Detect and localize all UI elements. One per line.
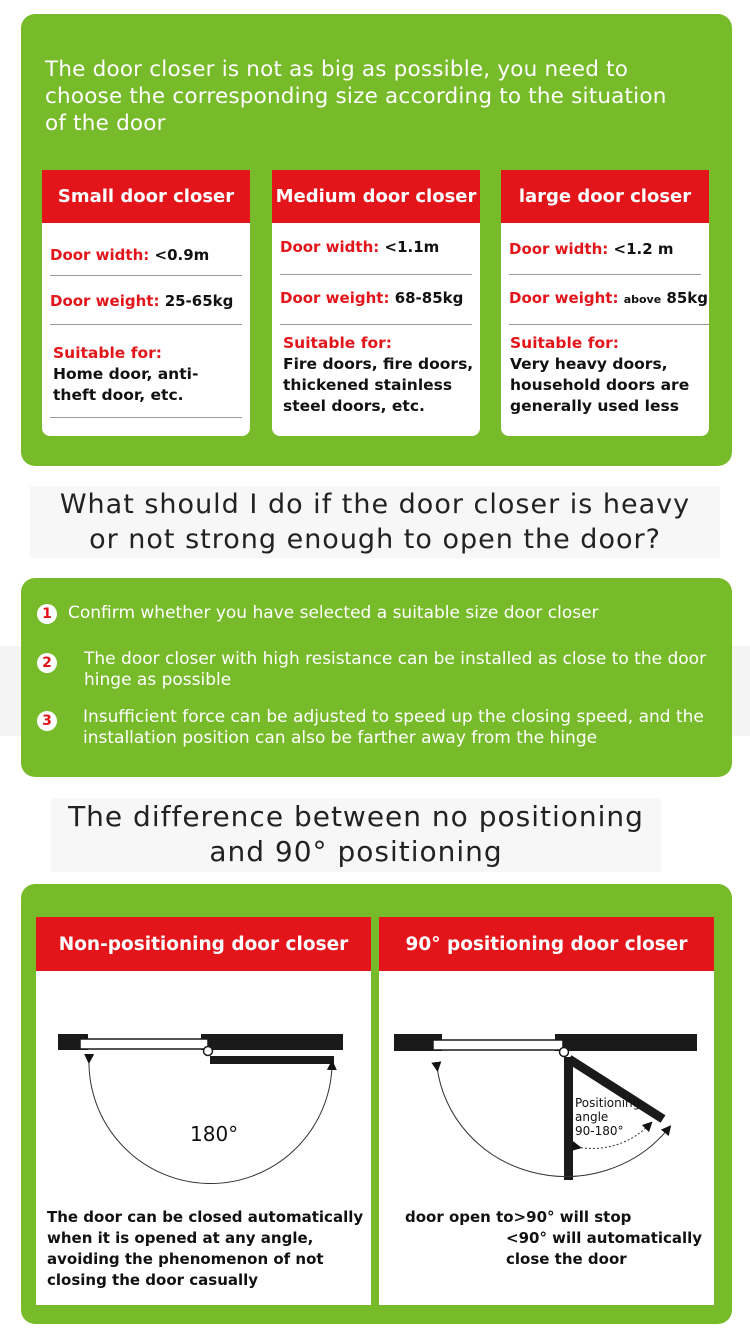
width-value: <1.2 m [613, 240, 674, 258]
suitable-label: Suitable for: [510, 334, 619, 352]
width-label: Door width: [280, 238, 380, 256]
weight-value: 85kg [666, 289, 709, 307]
door-weight-row [50, 292, 242, 325]
suitable-label: Suitable for: [283, 334, 392, 352]
question-line: or not strong enough to open the door? [89, 524, 661, 555]
positioning-annotation: Positioning [575, 1096, 641, 1110]
non-positioning-title: Non-positioning door closer [36, 917, 371, 971]
door-weight-row [280, 289, 472, 325]
question-line: What should I do if the door closer is heavy [59, 489, 691, 520]
difference-heading [51, 798, 661, 872]
suitable-label: Suitable for: [53, 344, 162, 362]
non-positioning-card [36, 917, 371, 1305]
non-positioning-description: The door can be closed automatically when it is opened at any angle, avoiding the phenomenon of not closing the door casually [47, 1208, 364, 1289]
suitable-block [510, 333, 703, 417]
intro-line: choose the corresponding size according to the situation [45, 84, 667, 109]
door-width-row [280, 238, 472, 275]
large-closer-card [501, 170, 709, 436]
question-heading [30, 486, 720, 558]
positioning-diagram [379, 997, 714, 1207]
width-value: <0.9m [154, 246, 210, 264]
width-label: Door width: [509, 240, 609, 258]
suitable-text: Very heavy doors, household doors are generally used less [510, 355, 690, 415]
tips-panel [21, 578, 732, 777]
suitable-text: Fire doors, fire doors, thickened stainless steel doors, etc. [283, 355, 474, 415]
weight-value: 68-85kg [394, 289, 464, 307]
card-title: large door closer [501, 170, 709, 223]
weight-value: 25-65kg [164, 292, 234, 310]
side-band-left [0, 646, 21, 736]
card-title: Medium door closer [272, 170, 480, 223]
non-positioning-diagram [36, 997, 371, 1146]
small-closer-card [42, 170, 250, 436]
intro-line: of the door [45, 111, 166, 136]
weight-label: Door weight: [280, 289, 390, 307]
tip-text: The door closer with high resistance can be installed as close to the door hinge as possible [84, 649, 707, 690]
tip-item [37, 603, 718, 627]
intro-text [45, 56, 715, 137]
positioning-annotation: angle [575, 1110, 609, 1124]
door-width-row [509, 240, 701, 275]
suitable-text: Home door, anti-theft door, etc. [53, 365, 199, 404]
positioning-line: close the door [506, 1250, 627, 1268]
medium-closer-card [272, 170, 480, 436]
number-1-icon: 1 [37, 604, 57, 624]
positioning-description [405, 1207, 705, 1270]
intro-line: The door closer is not as big as possible, you need to [45, 57, 629, 82]
difference-line: and 90° positioning [209, 835, 503, 868]
size-guide-panel [21, 14, 732, 466]
card-title: Small door closer [42, 170, 250, 223]
side-band-right [729, 646, 750, 736]
width-label: Door width: [50, 246, 150, 264]
positioning-annotation: 90-180° [575, 1124, 624, 1138]
tip-item [37, 649, 718, 693]
difference-line: The difference between no positioning [68, 800, 644, 833]
weight-label: Door weight: [509, 289, 619, 307]
divider [50, 402, 242, 418]
angle-label: 180° [190, 1122, 239, 1146]
suitable-block [283, 333, 474, 417]
width-value: <1.1m [384, 238, 440, 256]
suitable-block [53, 343, 240, 406]
weight-prefix: above [623, 293, 662, 306]
number-3-icon: 3 [37, 711, 57, 731]
tip-text: Confirm whether you have selected a suitable size door closer [68, 603, 599, 623]
door-width-row [50, 246, 242, 276]
door-weight-row [509, 289, 709, 325]
positioning-card [379, 917, 714, 1305]
number-2-icon: 2 [37, 653, 57, 673]
positioning-line: <90° will automatically [506, 1229, 703, 1247]
positioning-title: 90° positioning door closer [379, 917, 714, 971]
positioning-line: door open to>90° will stop [405, 1208, 632, 1226]
tip-text: Insufficient force can be adjusted to speed up the closing speed, and the installation position can also be farther away from the hinge [83, 707, 704, 748]
weight-label: Door weight: [50, 292, 160, 310]
tip-item [37, 707, 718, 751]
